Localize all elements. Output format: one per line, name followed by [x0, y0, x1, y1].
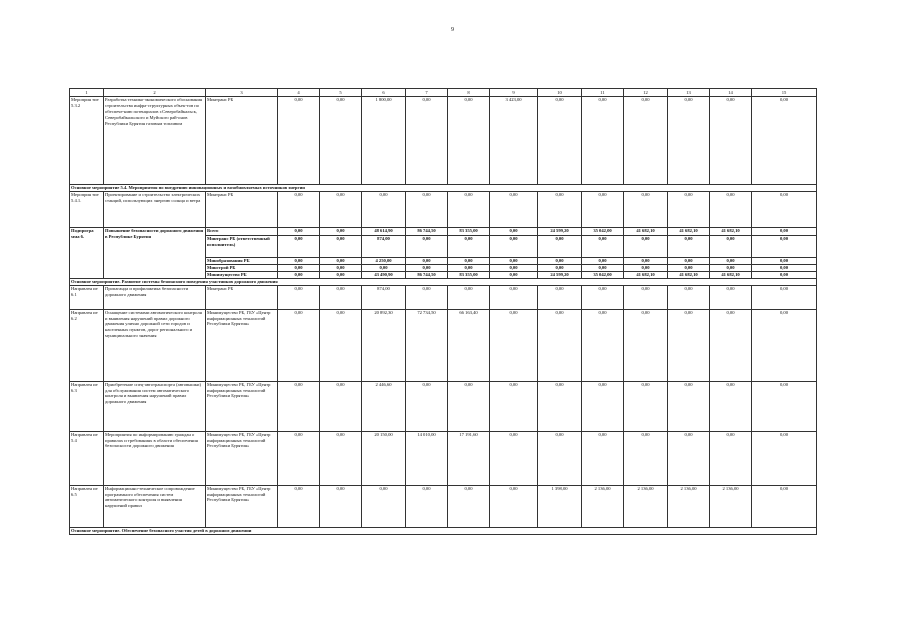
- amount-cell: 0,00: [538, 192, 582, 228]
- amount-cell: 0,00: [538, 97, 582, 185]
- amount-cell: 0,00: [582, 309, 624, 381]
- amount-cell: 41 682,10: [624, 228, 668, 236]
- amount-cell: 0,00: [278, 309, 320, 381]
- header-cell: 1: [70, 89, 104, 97]
- amount-cell: 0,00: [490, 271, 538, 278]
- amount-cell: 35 042,00: [582, 271, 624, 278]
- amount-cell: 24 599,20: [538, 271, 582, 278]
- header-cell: 11: [582, 89, 624, 97]
- measure-title-cell: Приобретение спец-автотранспорта (автовышки) для обслуживания систем автоматического контроля и выявления нарушений правил дорожного движения: [104, 381, 206, 431]
- amount-cell: 4 250,00: [362, 258, 406, 265]
- measure-title-cell: Оснащение системами автоматического контроля и выявления нарушений правил дорожного движения улично дорожной сети городов и населенных пунктов, дорог регионального и муниципального значения: [104, 309, 206, 381]
- amount-cell: 0,00: [490, 228, 538, 236]
- amount-cell: 0,00: [668, 431, 710, 485]
- amount-cell: 0,00: [538, 431, 582, 485]
- amount-cell: 0,00: [320, 236, 362, 258]
- amount-cell: 0,00: [710, 309, 752, 381]
- amount-cell: 0,00: [624, 97, 668, 185]
- amount-cell: 0,00: [278, 192, 320, 228]
- amount-cell: 0,00: [320, 228, 362, 236]
- amount-cell: 0,00: [320, 431, 362, 485]
- amount-cell: 2 136,00: [710, 485, 752, 527]
- amount-cell: 0,00: [490, 236, 538, 258]
- executor-cell: Минтранс РБ: [206, 192, 278, 228]
- amount-cell: 0,00: [448, 258, 490, 265]
- amount-cell: 0,00: [320, 258, 362, 265]
- amount-cell: 86 744,50: [406, 271, 448, 278]
- amount-cell: 0,00: [538, 258, 582, 265]
- header-cell: 9: [490, 89, 538, 97]
- amount-cell: 0,00: [406, 258, 448, 265]
- executor-cell: Всего: [206, 228, 278, 236]
- header-cell: 7: [406, 89, 448, 97]
- amount-cell: 0,00: [752, 485, 817, 527]
- amount-cell: 0,00: [668, 381, 710, 431]
- amount-cell: 0,00: [752, 258, 817, 265]
- amount-cell: 0,00: [668, 236, 710, 258]
- amount-cell: 0,00: [448, 236, 490, 258]
- amount-cell: 83 355,00: [448, 271, 490, 278]
- amount-cell: 0,00: [710, 381, 752, 431]
- table-body: [70, 89, 817, 535]
- executor-cell: Минимущество РБ, ГБУ «Центр информационных технологий Республики Бурятия»: [206, 431, 278, 485]
- amount-cell: 43 490,90: [362, 271, 406, 278]
- amount-cell: 0,00: [490, 431, 538, 485]
- amount-cell: 0,00: [668, 258, 710, 265]
- amount-cell: 0,00: [624, 258, 668, 265]
- row-direction-6-2: [70, 309, 817, 381]
- measure-code-cell: Мероприя тие 5.4.1.: [70, 192, 104, 228]
- amount-cell: 41 682,10: [710, 228, 752, 236]
- measure-code-cell: Направлен ие 6.3: [70, 381, 104, 431]
- amount-cell: 0,00: [624, 192, 668, 228]
- header-cell: 15: [752, 89, 817, 97]
- amount-cell: 0,00: [490, 264, 538, 271]
- amount-cell: 874,00: [362, 285, 406, 309]
- measure-title-cell: Мероприятия по информированию граждан о правилах и требованиях в области обеспечения безопасности дорожного движения: [104, 431, 206, 485]
- amount-cell: 2 136,00: [582, 485, 624, 527]
- header-cell: 14: [710, 89, 752, 97]
- section-5-4: [70, 185, 817, 192]
- amount-cell: 72 734,50: [406, 309, 448, 381]
- measure-code-cell: Направлен ие 6.1: [70, 285, 104, 309]
- amount-cell: 41 682,10: [668, 271, 710, 278]
- amount-cell: 0,00: [668, 264, 710, 271]
- amount-cell: 0,00: [752, 228, 817, 236]
- amount-cell: 0,00: [278, 264, 320, 271]
- amount-cell: 1 398,00: [538, 485, 582, 527]
- amount-cell: 0,00: [406, 381, 448, 431]
- amount-cell: 0,00: [448, 97, 490, 185]
- row-direction-6-3: [70, 381, 817, 431]
- amount-cell: 1 800,00: [362, 97, 406, 185]
- amount-cell: 0,00: [582, 381, 624, 431]
- amount-cell: 0,00: [624, 264, 668, 271]
- header-cell: 6: [362, 89, 406, 97]
- amount-cell: 0,00: [448, 285, 490, 309]
- amount-cell: 0,00: [668, 309, 710, 381]
- page-number: 9: [451, 27, 454, 33]
- section-road-safety: [70, 278, 817, 285]
- header-cell: 2: [104, 89, 206, 97]
- header-cell: 12: [624, 89, 668, 97]
- amount-cell: 0,00: [406, 236, 448, 258]
- amount-cell: 83 355,00: [448, 228, 490, 236]
- amount-cell: 0,00: [582, 285, 624, 309]
- amount-cell: 2 136,00: [624, 485, 668, 527]
- amount-cell: 0,00: [406, 97, 448, 185]
- amount-cell: 0,00: [406, 485, 448, 527]
- amount-cell: 0,00: [320, 309, 362, 381]
- measure-title-cell: Повышение безопасности дорожного движения в Республике Бурятия: [104, 228, 206, 279]
- budget-table: [69, 88, 817, 535]
- amount-cell: 0,00: [278, 285, 320, 309]
- header-cell: 13: [668, 89, 710, 97]
- amount-cell: 0,00: [278, 97, 320, 185]
- amount-cell: 24 599,20: [538, 228, 582, 236]
- amount-cell: 0,00: [710, 285, 752, 309]
- measure-title-cell: Разработка технико-экономического обоснования строительства инфра-структурных объек-тов по обеспече-нию потенциалов г.Северобайкальск, Северобайкальского и Муйского рай-онов Республики Бурятия газовым топливом: [104, 97, 206, 185]
- amount-cell: 0,00: [406, 192, 448, 228]
- section-title: Основное мероприятие. Развитие системы безопасного поведения участников дорожного движения: [70, 278, 817, 285]
- amount-cell: 0,00: [278, 271, 320, 278]
- header-row: [70, 89, 817, 97]
- amount-cell: 0,00: [278, 485, 320, 527]
- amount-cell: 0,00: [320, 192, 362, 228]
- executor-cell: Минтранс РБ (ответственный исполнитель): [206, 236, 278, 258]
- executor-cell: Минтранс РБ: [206, 97, 278, 185]
- amount-cell: 0,00: [406, 264, 448, 271]
- amount-cell: 0,00: [490, 309, 538, 381]
- executor-cell: Минимущество РБ, ГБУ «Центр информационных технологий Республики Бурятия»: [206, 309, 278, 381]
- header-cell: 5: [320, 89, 362, 97]
- amount-cell: 0,00: [624, 236, 668, 258]
- executor-cell: Минимущество РБ: [206, 271, 278, 278]
- amount-cell: 17 191,60: [448, 431, 490, 485]
- amount-cell: 0,00: [624, 381, 668, 431]
- amount-cell: 0,00: [538, 285, 582, 309]
- amount-cell: 0,00: [490, 285, 538, 309]
- header-cell: 3: [206, 89, 278, 97]
- executor-cell: Минимущество РБ, ГБУ «Центр информационных технологий Республики Бурятия»: [206, 485, 278, 527]
- amount-cell: 0,00: [710, 264, 752, 271]
- amount-cell: 0,00: [582, 97, 624, 185]
- amount-cell: 0,00: [320, 485, 362, 527]
- amount-cell: 0,00: [752, 264, 817, 271]
- executor-cell: Минстрой РБ: [206, 264, 278, 271]
- amount-cell: 0,00: [320, 285, 362, 309]
- amount-cell: 41 682,10: [624, 271, 668, 278]
- amount-cell: 0,00: [362, 264, 406, 271]
- amount-cell: 66 163,40: [448, 309, 490, 381]
- row-direction-6-1: [70, 285, 817, 309]
- header-cell: 8: [448, 89, 490, 97]
- amount-cell: 0,00: [278, 258, 320, 265]
- amount-cell: 2 136,00: [668, 485, 710, 527]
- amount-cell: 35 042,00: [582, 228, 624, 236]
- amount-cell: 0,00: [320, 381, 362, 431]
- measure-code-cell: Подпрогра мма 6.: [70, 228, 104, 279]
- amount-cell: 0,00: [490, 485, 538, 527]
- amount-cell: 20 150,00: [362, 431, 406, 485]
- amount-cell: 0,00: [710, 97, 752, 185]
- measure-code-cell: Направлен ие 5.4: [70, 431, 104, 485]
- amount-cell: 0,00: [278, 236, 320, 258]
- amount-cell: 0,00: [624, 285, 668, 309]
- amount-cell: 0,00: [668, 97, 710, 185]
- measure-title-cell: Проектирование и строительство электрических станций, использующих энергию солнца и ветра: [104, 192, 206, 228]
- amount-cell: 14 010,00: [406, 431, 448, 485]
- amount-cell: 0,00: [710, 236, 752, 258]
- amount-cell: 0,00: [752, 285, 817, 309]
- amount-cell: 0,00: [624, 431, 668, 485]
- measure-code-cell: Направлен ие 6.5: [70, 485, 104, 527]
- amount-cell: 0,00: [490, 192, 538, 228]
- amount-cell: 3 423,00: [490, 97, 538, 185]
- amount-cell: 0,00: [752, 309, 817, 381]
- amount-cell: 41 682,10: [710, 271, 752, 278]
- amount-cell: 0,00: [752, 236, 817, 258]
- amount-cell: 0,00: [538, 309, 582, 381]
- amount-cell: 874,00: [362, 236, 406, 258]
- amount-cell: 0,00: [362, 485, 406, 527]
- amount-cell: 0,00: [668, 192, 710, 228]
- amount-cell: 0,00: [320, 97, 362, 185]
- row-direction-6-5: [70, 485, 817, 527]
- amount-cell: 0,00: [278, 431, 320, 485]
- amount-cell: 0,00: [582, 431, 624, 485]
- measure-title-cell: Пропаганда и профилактика безопасности дорожного движения: [104, 285, 206, 309]
- amount-cell: 41 682,10: [668, 228, 710, 236]
- row-measure-5-3-2: [70, 97, 817, 185]
- amount-cell: 0,00: [710, 192, 752, 228]
- measure-code-cell: Направлен ие 6.2: [70, 309, 104, 381]
- amount-cell: 0,00: [538, 264, 582, 271]
- amount-cell: 0,00: [668, 285, 710, 309]
- executor-cell: Минтранс РБ: [206, 285, 278, 309]
- amount-cell: 0,00: [448, 381, 490, 431]
- row-direction-5-4: [70, 431, 817, 485]
- executor-cell: Минобразования РБ: [206, 258, 278, 265]
- amount-cell: 0,00: [490, 381, 538, 431]
- row-measure-5-4-1: [70, 192, 817, 228]
- amount-cell: 0,00: [582, 236, 624, 258]
- amount-cell: 0,00: [752, 97, 817, 185]
- row-subprogram-6: [70, 228, 817, 236]
- header-cell: 10: [538, 89, 582, 97]
- section-title: Основное мероприятие. Обеспечение безопасного участия детей в дорожном движении: [70, 527, 817, 534]
- section-children-safety: [70, 527, 817, 534]
- section-title: Основное мероприятие 5.4. Мероприятия по внедрению инновационных и возобновляемых источников энергии: [70, 185, 817, 192]
- amount-cell: 0,00: [582, 264, 624, 271]
- amount-cell: 0,00: [320, 264, 362, 271]
- amount-cell: 2 446,60: [362, 381, 406, 431]
- measure-title-cell: Информационно-техническое сопровождение программного обеспечения систем автоматического контроля и выявления нарушений правил: [104, 485, 206, 527]
- amount-cell: 0,00: [752, 271, 817, 278]
- amount-cell: 0,00: [624, 309, 668, 381]
- amount-cell: 0,00: [278, 381, 320, 431]
- header-cell: 4: [278, 89, 320, 97]
- amount-cell: 48 614,90: [362, 228, 406, 236]
- amount-cell: 0,00: [710, 258, 752, 265]
- amount-cell: 20 892,30: [362, 309, 406, 381]
- amount-cell: 0,00: [538, 381, 582, 431]
- amount-cell: 0,00: [752, 431, 817, 485]
- amount-cell: 0,00: [582, 192, 624, 228]
- executor-cell: Минимущество РБ, ГБУ «Центр информационных технологий Республики Бурятия»: [206, 381, 278, 431]
- amount-cell: 0,00: [490, 258, 538, 265]
- amount-cell: 0,00: [362, 192, 406, 228]
- amount-cell: 0,00: [448, 192, 490, 228]
- amount-cell: 0,00: [752, 192, 817, 228]
- amount-cell: 0,00: [710, 431, 752, 485]
- amount-cell: 86 744,50: [406, 228, 448, 236]
- amount-cell: 0,00: [752, 381, 817, 431]
- amount-cell: 0,00: [448, 485, 490, 527]
- amount-cell: 0,00: [320, 271, 362, 278]
- measure-code-cell: Мероприя тие 5.3.2: [70, 97, 104, 185]
- amount-cell: 0,00: [448, 264, 490, 271]
- amount-cell: 0,00: [538, 236, 582, 258]
- amount-cell: 0,00: [278, 228, 320, 236]
- amount-cell: 0,00: [582, 258, 624, 265]
- amount-cell: 0,00: [406, 285, 448, 309]
